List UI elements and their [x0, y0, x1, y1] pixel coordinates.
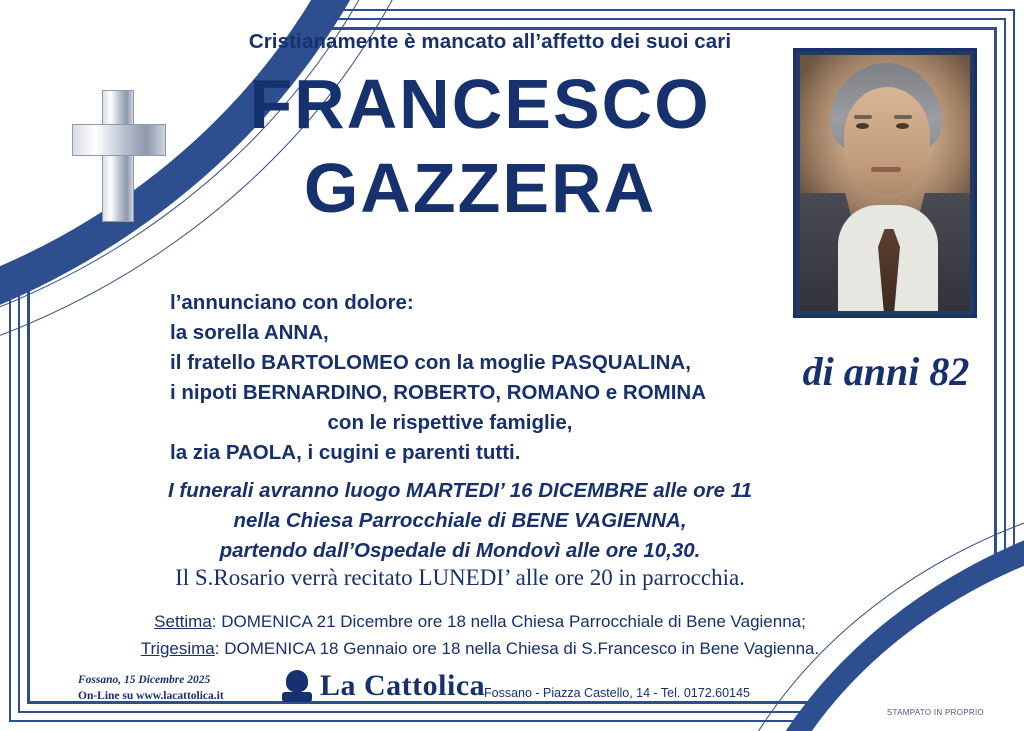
cross-vertical-bar [102, 90, 134, 222]
mourner-line: il fratello BARTOLOMEO con la moglie PASQUALINA, [170, 351, 691, 374]
dome-icon [282, 668, 312, 704]
place-date: Fossano, 15 Dicembre 2025 [78, 674, 211, 686]
rosary-note: Il S.Rosario verrà recitato LUNEDI’ alle ore 20 in parrocchia. [175, 565, 745, 590]
mass-text: : DOMENICA 21 Dicembre ore 18 nella Chiesa Parrocchiale di Bene Vagienna; [211, 612, 806, 631]
photo-mouth [871, 167, 901, 172]
company-logo [282, 668, 485, 704]
funeral-line: nella Chiesa Parrocchiale di BENE VAGIENNA, [233, 509, 687, 532]
mourner-line: la zia PAOLA, i cugini e parenti tutti. [170, 441, 521, 464]
funeral-line: partendo dall’Ospedale di Mondovì alle ore 10,30. [219, 539, 701, 562]
deceased-name [160, 62, 800, 230]
photo-face [844, 87, 930, 195]
portrait-photo [800, 55, 970, 311]
logo-text: La Cattolica [320, 669, 486, 702]
dome-shape [286, 670, 308, 692]
preamble-text: Cristianamente è mancato all’affetto dei suoi cari [248, 30, 732, 53]
mourner-line: la sorella ANNA, [170, 321, 329, 344]
online-link[interactable]: On-Line su www.lacattolica.it [78, 690, 224, 702]
footer-left [78, 672, 224, 704]
age-label: di anni 82 [802, 349, 970, 394]
mourners-intro: l’annunciano con dolore: [170, 291, 414, 314]
printed-note: STAMPATO IN PROPRIO [886, 708, 984, 717]
mourners-block [120, 288, 780, 468]
dome-base [282, 692, 312, 702]
cross-icon [72, 90, 164, 220]
mass-row [80, 608, 880, 635]
company-address: Fossano - Piazza Castello, 14 - Tel. 0172.60145 [484, 686, 750, 700]
mass-label: Settima [154, 612, 212, 631]
mourner-line: i nipoti BERNARDINO, ROBERTO, ROMANO e ROMINA [170, 381, 707, 404]
memorial-masses [80, 608, 880, 662]
first-name: FRANCESCO [249, 65, 711, 143]
photo-brow-right [894, 115, 912, 119]
mourner-line: con le rispettive famiglie, [327, 411, 573, 434]
funeral-details [90, 476, 830, 566]
photo-eye-right [896, 123, 909, 129]
mass-label: Trigesima [140, 639, 215, 658]
photo-brow-left [854, 115, 872, 119]
cross-horizontal-bar [72, 124, 166, 156]
portrait-photo-frame [793, 48, 977, 318]
funeral-line: I funerali avranno luogo MARTEDI’ 16 DICEMBRE alle ore 11 [168, 479, 752, 502]
photo-eye-left [856, 123, 869, 129]
last-name: GAZZERA [303, 149, 657, 227]
mass-text: : DOMENICA 18 Gennaio ore 18 nella Chiesa di S.Francesco in Bene Vagienna. [214, 639, 820, 658]
mass-row [80, 635, 880, 662]
